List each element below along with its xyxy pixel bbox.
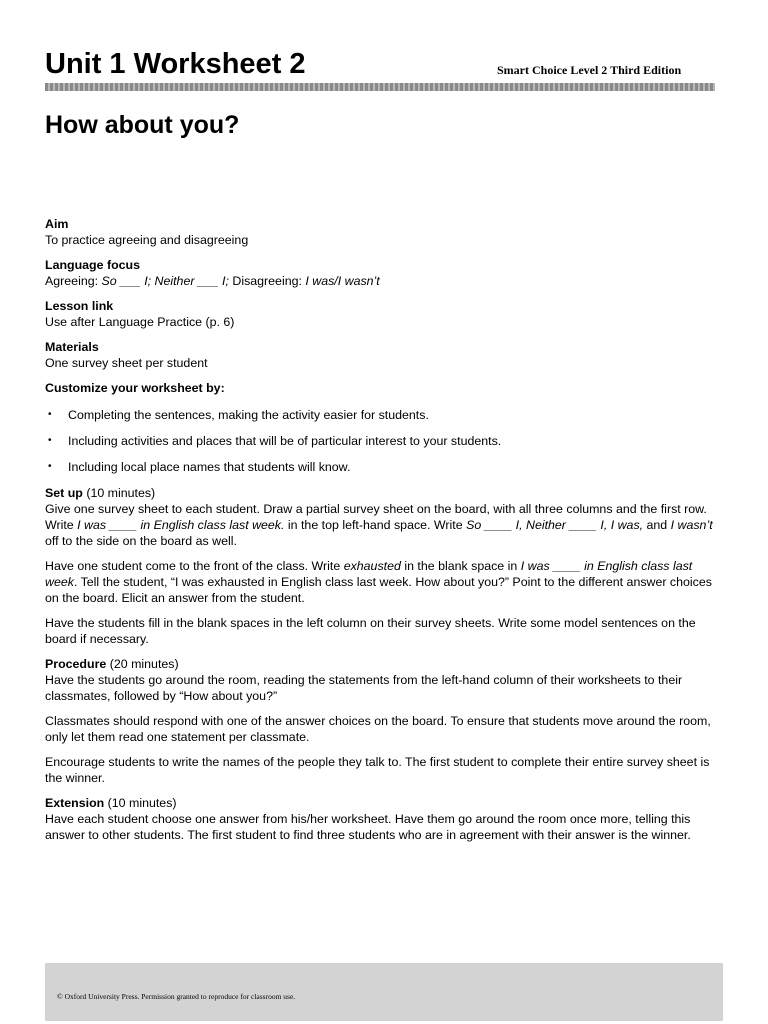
setup-example: So ____ I, Neither ____ I, I was, bbox=[466, 518, 644, 532]
extension-heading: Extension bbox=[45, 796, 105, 810]
setup-paragraph-3: Have the students fill in the blank spaces in the left column on their survey sheets. Write some model sentences on the board if necessary. bbox=[45, 616, 696, 646]
setup-text: and bbox=[643, 518, 671, 532]
list-item: • Completing the sentences, making the activity easier for students. bbox=[45, 407, 723, 423]
materials-section bbox=[45, 339, 723, 371]
procedure-paragraph-1 bbox=[45, 656, 723, 704]
setup-duration: (10 minutes) bbox=[82, 486, 156, 500]
copyright-notice: © Oxford University Press. Permission granted to reproduce for classroom use. bbox=[57, 992, 296, 1001]
customize-list bbox=[45, 407, 723, 475]
procedure-paragraph-2: Classmates should respond with one of the answer choices on the board. To ensure that students move around the room, only let them read one statement per classmate. bbox=[45, 714, 711, 744]
aim-section bbox=[45, 216, 723, 248]
setup-text: in the top left-hand space. Write bbox=[284, 518, 467, 532]
aim-heading: Aim bbox=[45, 217, 69, 231]
setup-example: exhausted bbox=[343, 559, 401, 573]
procedure-heading: Procedure bbox=[45, 657, 107, 671]
setup-heading: Set up bbox=[45, 486, 83, 500]
disagreeing-forms: I was/I wasn’t bbox=[305, 274, 380, 288]
setup-paragraph-1 bbox=[45, 485, 723, 549]
list-item: • Including local place names that students will know. bbox=[45, 459, 723, 475]
agreeing-forms: So ___ I; Neither ___ I; bbox=[101, 274, 229, 288]
setup-example: I was ____ in English class last week. bbox=[77, 518, 285, 532]
lesson-link-text: Use after Language Practice (p. 6) bbox=[45, 315, 235, 329]
setup-text: Give one survey sheet to each student. Draw a partial survey sheet on the board, with all three columns and the first row. Write bbox=[45, 502, 707, 532]
header-rule bbox=[45, 83, 715, 91]
disagreeing-label: Disagreeing: bbox=[228, 274, 306, 288]
procedure-paragraph-3: Encourage students to write the names of the people they talk to. The first student to complete their entire survey sheet is the winner. bbox=[45, 755, 710, 785]
language-focus-section bbox=[45, 257, 723, 289]
lesson-link-heading: Lesson link bbox=[45, 299, 114, 313]
page-title: How about you? bbox=[45, 111, 240, 139]
setup-example: I was ____ in English class last week bbox=[45, 559, 693, 589]
setup-paragraph-2 bbox=[45, 558, 723, 606]
footer bbox=[45, 963, 723, 1021]
customize-section bbox=[45, 380, 723, 396]
extension-text: Have each student choose one answer from his/her worksheet. Have them go around the room once more, telling this answer to other students. The first student to find three students who are in agreement with their answer is the winner. bbox=[45, 812, 691, 842]
agreeing-label: Agreeing: bbox=[45, 274, 102, 288]
procedure-text: Have the students go around the room, reading the statements from the left-hand column of their worksheets to their classmates, followed by “How about you?” bbox=[45, 673, 683, 703]
materials-heading: Materials bbox=[45, 340, 99, 354]
customize-heading: Customize your worksheet by: bbox=[45, 381, 225, 395]
extension-duration: (10 minutes) bbox=[104, 796, 177, 810]
worksheet-content bbox=[45, 216, 723, 852]
setup-text: off to the side on the board as well. bbox=[45, 534, 237, 548]
aim-text: To practice agreeing and disagreeing bbox=[45, 233, 249, 247]
setup-text: in the blank space in bbox=[400, 559, 521, 573]
list-item: • Including activities and places that will be of particular interest to your students. bbox=[45, 433, 723, 449]
lesson-link-section bbox=[45, 298, 723, 330]
edition-label: Smart Choice Level 2 Third Edition bbox=[497, 63, 682, 77]
extension-paragraph bbox=[45, 795, 723, 843]
language-focus-text bbox=[45, 273, 723, 289]
setup-example: I wasn’t bbox=[670, 518, 713, 532]
materials-text: One survey sheet per student bbox=[45, 356, 208, 370]
unit-title: Unit 1 Worksheet 2 bbox=[45, 48, 306, 80]
setup-text: Have one student come to the front of the class. Write bbox=[45, 559, 344, 573]
setup-text: . Tell the student, “I was exhausted in English class last week. How about you?” Point to the different answer choices on the board. Elicit an answer from the student. bbox=[45, 575, 712, 605]
language-focus-heading: Language focus bbox=[45, 258, 141, 272]
procedure-duration: (20 minutes) bbox=[106, 657, 179, 671]
